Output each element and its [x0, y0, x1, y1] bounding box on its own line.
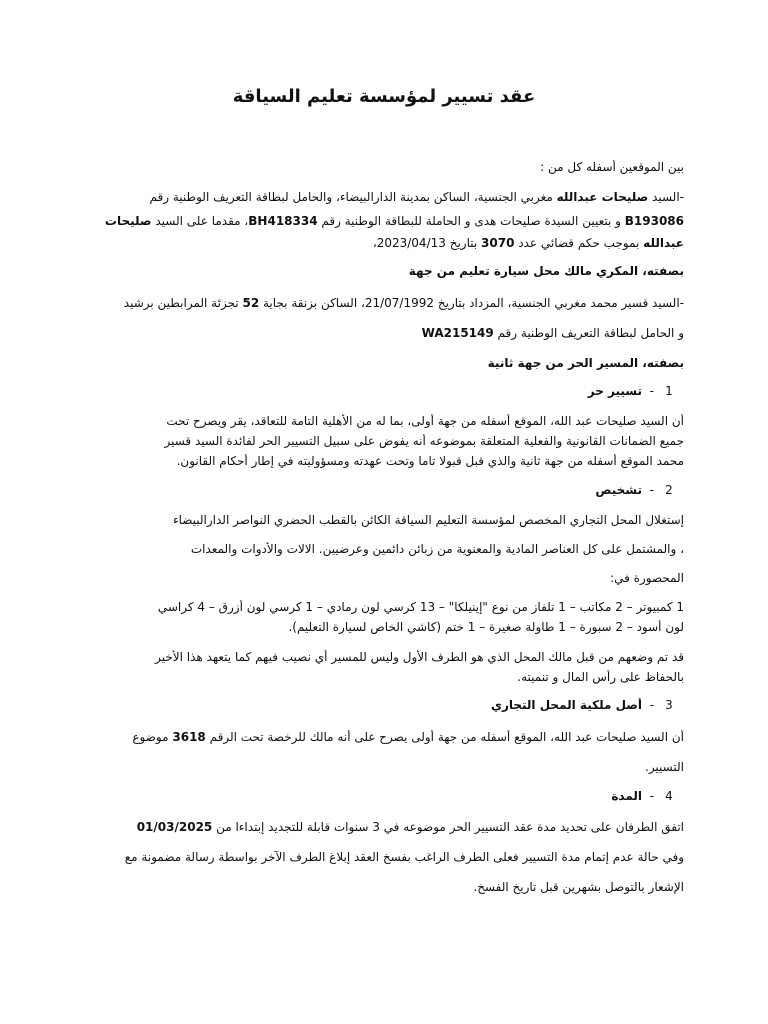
house-number: 52 [242, 296, 260, 310]
section-dash: - [649, 483, 654, 497]
text: و الحامل لبطاقة التعريف الوطنية رقم [493, 326, 684, 340]
spouse-id: BH418334 [248, 214, 318, 228]
text: تجزئة المرابطين برشيد [123, 296, 243, 310]
party2-role: بصفته، المسير الحر من جهة ثانية [487, 356, 684, 370]
party1-name-3: عبدالله [643, 236, 684, 250]
section-title: أصل ملكية المحل التجاري [490, 698, 643, 712]
party1-line-2 [84, 214, 684, 228]
ownership-note-line-2: بالحفاظ على رأس المال و تنميته. [517, 670, 684, 684]
section-4-line-3: الإشعار بالتوصل بشهرين قبل تاريخ الفسخ. [473, 880, 684, 894]
section-title: المدة [611, 789, 643, 803]
section-title: تسيير حر [587, 384, 643, 398]
start-date: 01/03/2025 [136, 820, 213, 834]
section-dash: - [649, 384, 654, 398]
text: و بتعيين السيدة صليحات هدى و الحاملة للبطاقة الوطنية رقم [317, 214, 625, 228]
section-dash: - [649, 789, 654, 803]
equipment-line-1: 1 كمبيوتر – 2 مكاتب – 1 تلفاز من نوع "إينيلكا" – 13 كرسي لون رمادي – 1 كرسي لون أزرق – 4 كراسي [157, 600, 684, 614]
intro-line: بين الموقعين أسفله كل من : [540, 160, 684, 174]
section-4-heading [84, 789, 684, 803]
section-dash: - [649, 698, 654, 712]
party1-role: بصفته، المكري مالك محل سيارة تعليم من جهة [408, 264, 684, 278]
text: بتاريخ 2023/04/13، [372, 236, 482, 250]
section-title: تشخيص [595, 483, 643, 497]
section-number: 1 [665, 384, 673, 398]
party1-name: صليحات عبدالله [556, 190, 649, 204]
section-number: 2 [665, 483, 673, 497]
section-4-line-2: وفي حالة عدم إتمام مدة التسيير فعلى الطرف الراغب بفسخ العقد إبلاغ الطرف الآخر بواسطة رسالة مضمونة مع [124, 850, 684, 864]
party1-id: B193086 [624, 214, 684, 228]
text: بموجب حكم قضائي عدد [514, 236, 644, 250]
section-number: 4 [665, 789, 673, 803]
text: اتفق الطرفان على تحديد مدة عقد التسيير الحر موضوعه في 3 سنوات قابلة للتجديد إبتداءا من [212, 820, 684, 834]
document-title: عقد تسيير لمؤسسة تعليم السياقة [232, 86, 536, 107]
section-2-line-3: المحصورة في: [610, 571, 684, 585]
section-1-line-1: أن السيد صليحات عبد الله، الموقع أسفله من جهة أولى، بما له من الأهلية التامة للتعاقد، يقر ويصرح تحت [166, 414, 684, 428]
section-1-line-3: محمد الموقع أسفله من جهة ثانية والذي قبل قبولا تاما وتحت عهدته ومسؤوليته في إطار أحكام القانون. [176, 454, 684, 468]
section-1-line-2: جميع الضمانات القانونية والفعلية المتعلقة بموضوعه أنه يفوض على سبيل التسيير الحر لفائدة السيد قسير [164, 434, 684, 448]
section-4-line-1 [84, 820, 684, 834]
party2-line-2 [84, 326, 684, 340]
ownership-note-line-1: قد تم وضعهم من قبل مالك المحل الذي هو الطرف الأول وليس للمسير أي نصيب فيهم كما يتعهد هذا الأخير [155, 650, 684, 664]
section-3-line-1 [84, 730, 684, 744]
party2-id: WA215149 [421, 326, 494, 340]
section-3-line-2: التسيير. [645, 760, 684, 774]
license-number: 3618 [172, 730, 206, 744]
section-2-heading [84, 483, 684, 497]
party1-name-2: صليحات [104, 214, 152, 228]
text: -السيد [648, 190, 684, 204]
section-number: 3 [665, 698, 673, 712]
text: ، مقدما على السيد [151, 214, 249, 228]
equipment-line-2: لون أسود – 2 سبورة – 1 طاولة صغيرة – 1 ختم (كاشي الخاص لسيارة التعليم). [288, 620, 684, 634]
text: موضوع [132, 730, 173, 744]
section-3-heading [84, 698, 684, 712]
party1-line-1 [84, 190, 684, 204]
party2-line-1 [84, 296, 684, 310]
section-2-line-2: ، والمشتمل على كل العناصر المادية والمعنوية من زبائن دائمين وعرضيين. الالات والأدوات والمعدات [190, 542, 684, 556]
text: مغربي الجنسية، الساكن بمدينة الدارالبيضاء، والحامل لبطاقة التعريف الوطنية رقم [149, 190, 557, 204]
text: -السيد قسير محمد مغربي الجنسية، المزداد بتاريخ 21/07/1992، الساكن بزنقة بجاية [259, 296, 684, 310]
party1-line-3 [84, 236, 684, 250]
case-number: 3070 [481, 236, 515, 250]
text: أن السيد صليحات عبد الله، الموقع أسفله من جهة أولى يصرح على أنه مالك للرخصة تحت الرقم [205, 730, 684, 744]
section-2-line-1: إستغلال المحل التجاري المخصص لمؤسسة التعليم السياقة الكائن بالقطب الحضري النواصر الدارالبيضاء [172, 513, 684, 527]
section-1-heading [84, 384, 684, 398]
